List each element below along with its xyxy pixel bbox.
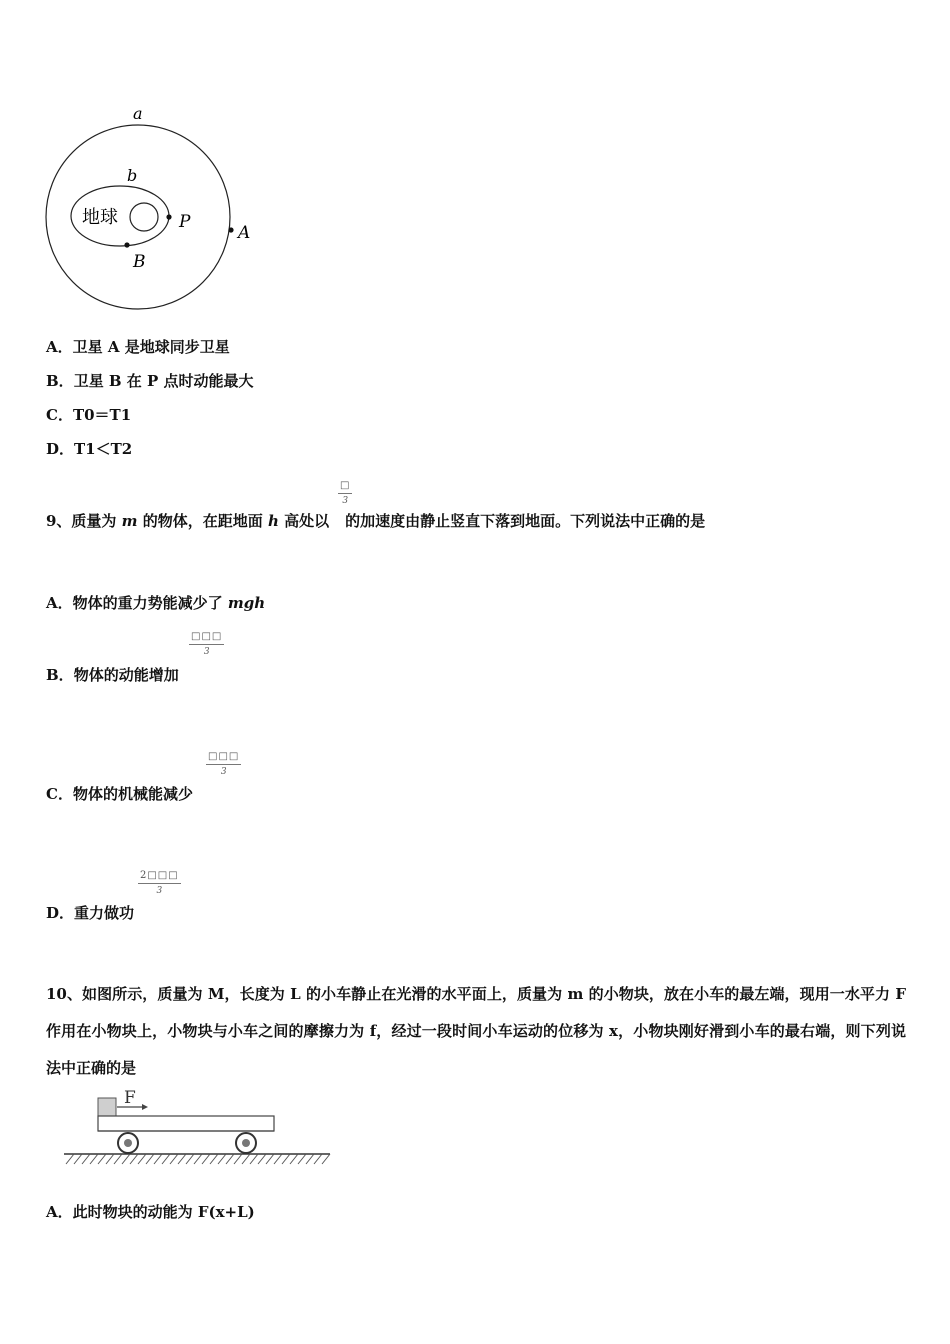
wheel-left-hub <box>124 1139 132 1147</box>
point-A <box>228 227 233 232</box>
q8-option-c: C．T0＝T1 <box>46 406 132 424</box>
q9-option-a: A．物体的重力势能减少了 mgh <box>46 594 266 612</box>
cart-figure <box>62 1088 334 1172</box>
force-arrowhead <box>142 1104 148 1110</box>
q8-option-d: D．T1＜T2 <box>46 440 133 458</box>
label-earth: 地球 <box>82 207 118 228</box>
q10-option-a: A．此时物块的动能为 F(x+L) <box>46 1203 255 1221</box>
q9-stem-fraction: □ 3 <box>340 480 351 506</box>
cart-body <box>98 1116 274 1131</box>
point-B <box>124 242 129 247</box>
label-B: B <box>133 252 146 272</box>
wheel-right-hub <box>242 1139 250 1147</box>
q8-option-a: A．卫星 A 是地球同步卫星 <box>46 338 230 356</box>
force-label: F <box>124 1088 136 1108</box>
q9-option-d: D．重力做功 <box>46 904 135 922</box>
block <box>98 1098 116 1116</box>
orbit-a <box>46 125 230 309</box>
orbit-figure <box>40 100 270 315</box>
label-A: A <box>238 223 251 243</box>
ground-hatch <box>66 1154 330 1164</box>
label-a: a <box>133 104 143 123</box>
q10-stem: 10、如图所示，质量为 M，长度为 L 的小车静止在光滑的水平面上，质量为 m 的小物块，放在小车的最左端，现用一水平力 F 作用在小物块上，小物块与小车之间的摩擦力为 f，经过一段时间小车运动的位移为 x，小物块刚好滑到小车的最右端，则下列说法中正确的是 <box>46 985 906 1077</box>
label-P: P <box>179 212 191 232</box>
q9-option-c-fraction: □□□ 3 <box>208 751 240 777</box>
q9-option-d-fraction: $\frac{2□□□}{3}$ <box>140 870 179 896</box>
q8-option-b: B．卫星 B 在 P 点时动能最大 <box>46 372 254 390</box>
earth-circle <box>130 203 158 231</box>
q9-option-b: B．物体的动能增加 <box>46 666 179 684</box>
q9-option-c: C．物体的机械能减少 <box>46 785 193 803</box>
q9-option-b-fraction: □□□ 3 <box>191 631 223 657</box>
q9-stem: 9、质量为 m 的物体，在距地面 h 高处以 的加速度由静止竖直下落到地面。下列说法中正确的是 <box>46 512 706 530</box>
label-b: b <box>127 166 138 185</box>
point-P <box>166 214 171 219</box>
